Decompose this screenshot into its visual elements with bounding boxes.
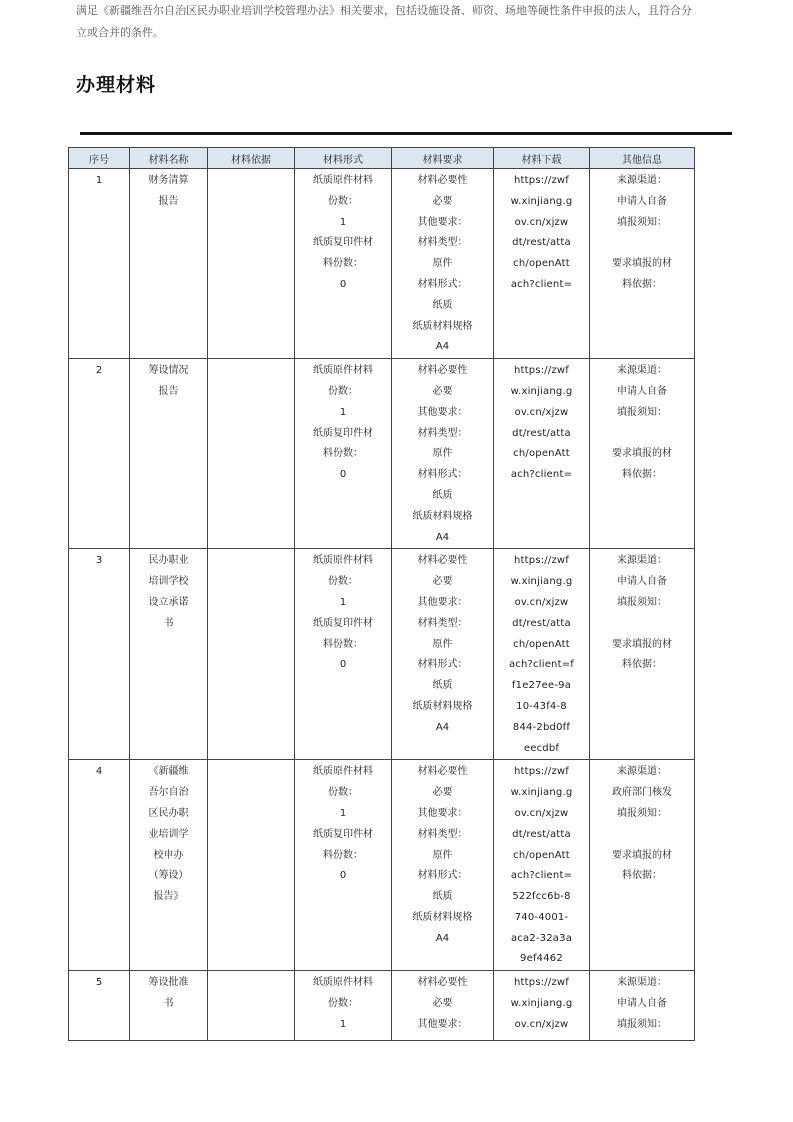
cell-other-info-line: 来源渠道：: [617, 977, 667, 989]
cell-material-download-line: ach?client=: [510, 870, 573, 882]
cell-material-form: [295, 169, 392, 359]
cell-material-download-line: ov.cn/xjzw: [514, 1018, 569, 1030]
cell-material-requirement-line: 其他要求：: [417, 216, 468, 228]
cell-material-basis: [208, 169, 295, 359]
cell-other-info-line: 填报须知：: [617, 1018, 667, 1030]
cell-material-requirement-line: 材料必要性: [417, 365, 468, 377]
cell-material-download-line: https://zwf: [514, 766, 569, 778]
cell-material-download-line: ov.cn/xjzw: [514, 807, 569, 819]
cell-material-name-line: 报告》: [153, 891, 184, 903]
cell-material-download-line: aca2-32a3a: [510, 932, 573, 944]
cell-material-form-line: 纸质复印件材: [313, 828, 373, 840]
cell-material-name-line: 《新疆维: [148, 766, 189, 778]
cell-other-info-line: [590, 825, 694, 846]
intro-line-2: 立或合并的条件。: [76, 26, 164, 39]
cell-material-requirement-line: 材料形式：: [417, 469, 468, 481]
cell-other-info-line: 填报须知：: [617, 216, 667, 228]
cell-other-info-line: 来源渠道：: [617, 365, 667, 377]
table-row: [69, 549, 695, 760]
cell-material-download-line: ch/openAtt: [513, 258, 570, 270]
cell-material-download: [494, 359, 590, 549]
cell-material-requirement-line: A4: [435, 531, 450, 543]
cell-material-download-line: ach?client=: [510, 469, 573, 481]
cell-material-form-line: 纸质原件材料: [313, 175, 373, 186]
cell-material-download-line: 10-43f4-8: [516, 700, 567, 712]
cell-material-form-line: 纸质复印件材: [313, 427, 373, 439]
cell-material-name-line: 校申办: [153, 849, 184, 861]
cell-material-name-line: 筹设情况: [148, 365, 189, 377]
cell-other-info-line: 申请人自备: [617, 385, 667, 397]
cell-material-name-line: 书: [163, 998, 174, 1010]
cell-material-name: [130, 359, 208, 549]
cell-material-requirement-line: 材料必要性: [417, 977, 468, 989]
cell-material-download-line: ach?client=f: [508, 659, 575, 671]
cell-material-basis: [208, 549, 295, 760]
cell-other-info-line: 申请人自备: [617, 195, 667, 207]
cell-material-download-line: https://zwf: [514, 555, 569, 567]
cell-material-download-line: 844-2bd0ff: [512, 721, 571, 733]
cell-other-info-line: 来源渠道：: [617, 175, 667, 186]
cell-material-form-line: 纸质原件材料: [313, 766, 373, 778]
cell-number-text: 4: [95, 766, 103, 778]
cell-material-requirement-line: 纸质材料规格: [412, 510, 473, 522]
cell-other-info-line: 料依据：: [622, 870, 662, 882]
cell-material-requirement-line: 材料形式：: [417, 870, 468, 882]
cell-material-name-line: 区民办职: [148, 807, 189, 819]
cell-material-form-line: 0: [339, 659, 347, 671]
cell-material-download-line: 522fcc6b-8: [512, 891, 571, 903]
cell-number: [69, 359, 130, 549]
cell-other-info-line: 料依据：: [622, 469, 662, 481]
cell-material-download-line: dt/rest/atta: [512, 237, 571, 249]
cell-material-name-line: 培训学校: [148, 576, 189, 588]
cell-number: [69, 760, 130, 971]
intro-line-1: 满足《新疆维吾尔自治区民办职业培训学校管理办法》相关要求，包括设施设备、师资、场地等硬性条件申报的法人，且符合分: [76, 4, 692, 17]
table-header-row: [69, 148, 695, 169]
cell-material-download: [494, 169, 590, 359]
materials-table: [68, 147, 695, 1041]
cell-material-download-line: f1e27ee-9a: [511, 680, 572, 692]
cell-material-requirement-line: 必要: [432, 787, 453, 799]
cell-other-info-line: 来源渠道：: [617, 555, 667, 567]
cell-material-form-line: 0: [339, 278, 347, 290]
cell-material-download-line: w.xinjiang.g: [510, 998, 573, 1010]
cell-material-download: [494, 971, 590, 1041]
cell-material-download-line: ch/openAtt: [513, 448, 570, 460]
cell-number: [69, 971, 130, 1041]
cell-material-form-line: 纸质原件材料: [313, 365, 373, 377]
cell-material-requirement-line: 原件: [432, 849, 453, 861]
cell-material-requirement-line: 必要: [432, 195, 453, 207]
cell-other-info-line: 申请人自备: [617, 576, 667, 588]
cell-other-info-line: 填报须知：: [617, 807, 667, 819]
cell-material-form-line: 料份数：: [323, 448, 363, 460]
cell-material-requirement-line: 原件: [432, 638, 453, 650]
cell-material-requirement-line: 材料类型：: [417, 617, 468, 629]
cell-material-download-line: ov.cn/xjzw: [514, 406, 569, 418]
cell-other-info-line: [590, 614, 694, 635]
cell-material-requirement-line: 必要: [432, 998, 453, 1010]
cell-material-requirement-line: 材料必要性: [417, 555, 468, 567]
cell-material-requirement: [392, 549, 494, 760]
cell-material-name-line: 民办职业: [148, 555, 189, 567]
header-form: 材料形式: [295, 148, 392, 169]
cell-material-download-line: dt/rest/atta: [512, 828, 571, 840]
cell-material-form-line: 1: [339, 596, 347, 608]
cell-material-requirement: [392, 169, 494, 359]
cell-other-info-line: [590, 233, 694, 254]
header-name: 材料名称: [130, 148, 208, 169]
cell-material-form-line: 1: [339, 216, 347, 228]
cell-material-form-line: 份数：: [328, 998, 358, 1010]
cell-other-info-line: 来源渠道：: [617, 766, 667, 778]
cell-other-info-line: 料依据：: [622, 278, 662, 290]
cell-material-form-line: 份数：: [328, 385, 358, 397]
cell-material-name: [130, 169, 208, 359]
cell-material-basis: [208, 359, 295, 549]
cell-material-requirement-line: 纸质: [432, 299, 453, 311]
cell-other-info-line: 填报须知：: [617, 406, 667, 418]
cell-material-form-line: 纸质复印件材: [313, 237, 373, 249]
cell-material-download: [494, 549, 590, 760]
cell-material-download-line: 9ef4462: [520, 953, 563, 965]
cell-other-info-line: 料依据：: [622, 659, 662, 671]
cell-material-form-line: 0: [339, 469, 347, 481]
cell-material-form-line: 纸质复印件材: [313, 617, 373, 629]
cell-material-download-line: dt/rest/atta: [512, 427, 571, 439]
cell-material-download-line: https://zwf: [514, 365, 569, 377]
cell-material-requirement-line: 必要: [432, 576, 453, 588]
cell-material-download-line: w.xinjiang.g: [510, 195, 573, 207]
cell-material-requirement-line: 材料形式：: [417, 278, 468, 290]
table-row: [69, 971, 695, 1041]
cell-other-info: [590, 760, 695, 971]
cell-material-requirement-line: 材料类型：: [417, 828, 468, 840]
cell-material-form-line: 份数：: [328, 787, 358, 799]
cell-material-download-line: w.xinjiang.g: [510, 576, 573, 588]
cell-material-download-line: https://zwf: [514, 175, 569, 186]
cell-material-requirement-line: 纸质: [432, 891, 453, 903]
cell-material-name: [130, 549, 208, 760]
cell-material-requirement-line: 材料必要性: [417, 766, 468, 778]
cell-material-form-line: 纸质原件材料: [313, 555, 373, 567]
header-basis: 材料依据: [208, 148, 295, 169]
table-row: [69, 169, 695, 359]
cell-number-text: 2: [95, 365, 103, 377]
cell-material-requirement-line: 纸质材料规格: [412, 320, 473, 332]
cell-material-requirement: [392, 760, 494, 971]
cell-material-requirement-line: 材料类型：: [417, 237, 468, 249]
cell-material-name-line: 吾尔自治: [148, 787, 189, 799]
cell-material-requirement-line: A4: [435, 721, 450, 733]
cell-material-download-line: w.xinjiang.g: [510, 385, 573, 397]
cell-material-form-line: 1: [339, 1018, 347, 1030]
cell-other-info-line: 要求填报的材: [612, 258, 672, 270]
table-row: [69, 359, 695, 549]
cell-material-form-line: 1: [339, 807, 347, 819]
cell-material-requirement-line: A4: [435, 341, 450, 353]
cell-material-download-line: ov.cn/xjzw: [514, 596, 569, 608]
cell-material-requirement-line: 纸质材料规格: [412, 911, 473, 923]
cell-material-requirement-line: 必要: [432, 385, 453, 397]
cell-material-requirement-line: 其他要求：: [417, 406, 468, 418]
cell-material-name: [130, 760, 208, 971]
cell-material-form-line: 1: [339, 406, 347, 418]
cell-material-basis: [208, 760, 295, 971]
cell-material-name-line: 财务清算: [148, 175, 189, 186]
cell-other-info: [590, 359, 695, 549]
cell-material-download-line: https://zwf: [514, 977, 569, 989]
cell-material-form-line: 料份数：: [323, 849, 363, 861]
cell-material-form: [295, 359, 392, 549]
cell-material-download-line: 740-4001-: [514, 911, 569, 923]
cell-material-name-line: 业培训学: [148, 828, 189, 840]
cell-material-name-line: 报告: [158, 385, 179, 397]
cell-number: [69, 169, 130, 359]
cell-material-requirement-line: 其他要求：: [417, 807, 468, 819]
table-row: [69, 760, 695, 971]
cell-material-requirement-line: 材料类型：: [417, 427, 468, 439]
cell-material-download-line: ch/openAtt: [513, 849, 570, 861]
cell-material-requirement-line: 纸质材料规格: [412, 700, 473, 712]
cell-other-info: [590, 549, 695, 760]
cell-material-form-line: 份数：: [328, 576, 358, 588]
cell-material-form-line: 纸质原件材料: [313, 977, 373, 989]
cell-material-name-line: 设立承诺: [148, 596, 189, 608]
cell-material-basis: [208, 971, 295, 1041]
cell-material-requirement-line: 其他要求：: [417, 596, 468, 608]
cell-number: [69, 549, 130, 760]
cell-material-form: [295, 549, 392, 760]
cell-material-requirement-line: 纸质: [432, 680, 453, 692]
cell-number-text: 1: [95, 175, 103, 186]
cell-other-info-line: 填报须知：: [617, 596, 667, 608]
cell-material-requirement: [392, 359, 494, 549]
cell-material-requirement-line: 纸质: [432, 489, 453, 501]
cell-material-requirement-line: 材料形式：: [417, 659, 468, 671]
cell-other-info: [590, 971, 695, 1041]
cell-other-info-line: 要求填报的材: [612, 448, 672, 460]
cell-material-requirement-line: 原件: [432, 448, 453, 460]
section-title: 办理材料: [76, 74, 157, 96]
cell-material-download-line: dt/rest/atta: [512, 617, 571, 629]
intro-text: [76, 0, 696, 44]
cell-material-download-line: w.xinjiang.g: [510, 787, 573, 799]
cell-material-download: [494, 760, 590, 971]
cell-material-requirement-line: A4: [435, 932, 450, 944]
cell-material-requirement-line: 材料必要性: [417, 175, 468, 186]
cell-material-form: [295, 760, 392, 971]
header-other: 其他信息: [590, 148, 695, 169]
cell-material-form-line: 0: [339, 870, 347, 882]
cell-material-download-line: ach?client=: [510, 278, 573, 290]
cell-other-info: [590, 169, 695, 359]
header-no: 序号: [69, 148, 130, 169]
header-download: 材料下载: [494, 148, 590, 169]
cell-material-name: [130, 971, 208, 1041]
cell-material-download-line: eecdbf: [523, 742, 560, 754]
cell-other-info-line: 政府部门核发: [612, 787, 672, 799]
cell-material-form-line: 料份数：: [323, 638, 363, 650]
cell-material-form-line: 料份数：: [323, 258, 363, 270]
cell-material-name-line: 报告: [158, 195, 179, 207]
cell-other-info-line: 要求填报的材: [612, 638, 672, 650]
cell-material-requirement-line: 其他要求：: [417, 1018, 468, 1030]
cell-material-download-line: ch/openAtt: [513, 638, 570, 650]
cell-other-info-line: [590, 424, 694, 445]
cell-material-name-line: 书: [163, 617, 174, 629]
cell-number-text: 5: [95, 977, 103, 989]
cell-material-name-line: （筹设）: [148, 870, 189, 882]
cell-material-requirement: [392, 971, 494, 1041]
cell-material-requirement-line: 原件: [432, 258, 453, 270]
cell-material-name-line: 筹设批准: [148, 977, 189, 989]
cell-number-text: 3: [95, 555, 103, 567]
cell-material-download-line: ov.cn/xjzw: [514, 216, 569, 228]
cell-material-form-line: 份数：: [328, 195, 358, 207]
cell-other-info-line: 要求填报的材: [612, 849, 672, 861]
cell-other-info-line: 申请人自备: [617, 998, 667, 1010]
section-divider: [80, 132, 732, 135]
header-requirement: 材料要求: [392, 148, 494, 169]
cell-material-form: [295, 971, 392, 1041]
